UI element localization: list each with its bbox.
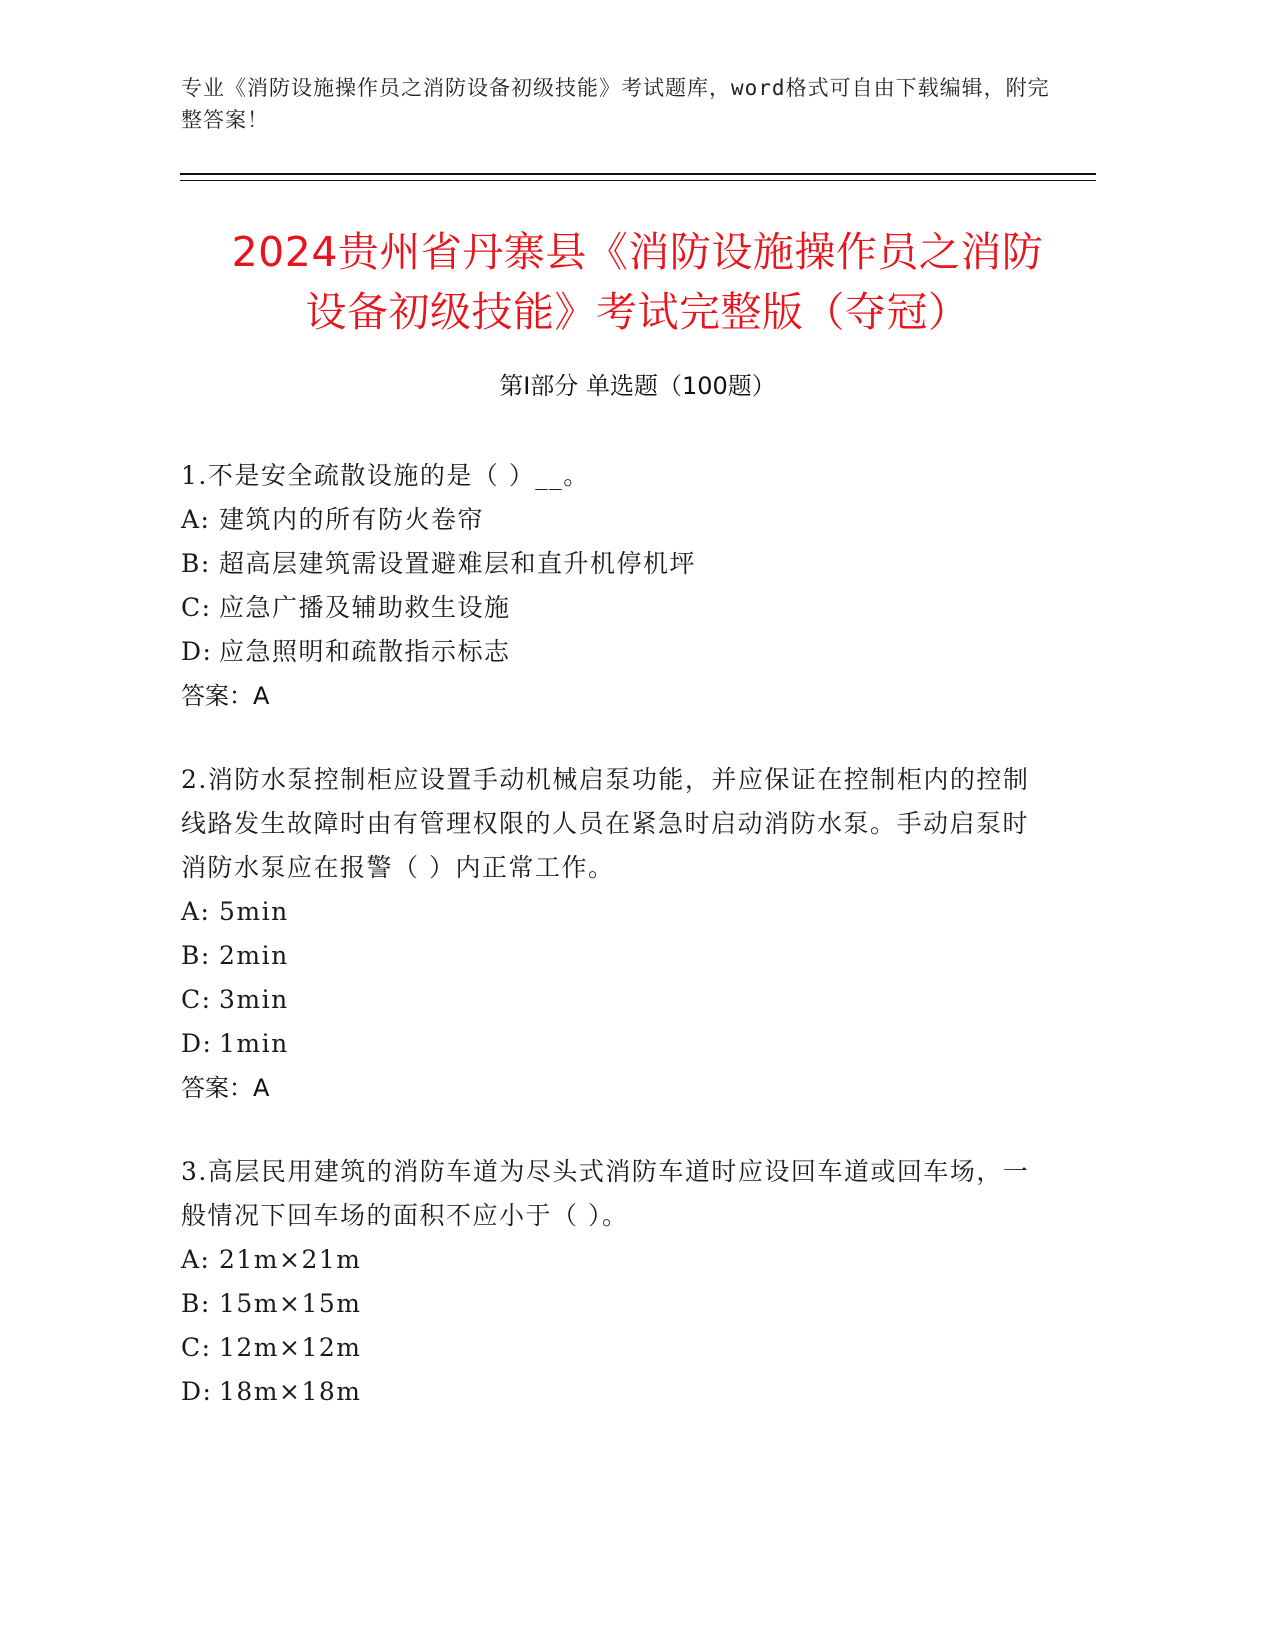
option-text: 15m×15m [219,1289,362,1318]
question-list [181,454,1031,1454]
option-text: 21m×21m [219,1245,362,1274]
answer-line: 答案：A [181,682,270,710]
question-stem: 2.消防水泵控制柜应设置手动机械启泵功能，并应保证在控制柜内的控制线路发生故障时由有管理权限的人员在紧急时启动消防水泵。手动启泵时消防水泵应在报警（ ）内正常工作。 [181,765,1030,882]
option-text: 18m×18m [219,1377,362,1406]
option-letter: C: [181,593,212,622]
option-letter: B: [181,549,211,578]
option-letter: D: [181,1377,213,1406]
option-b [181,1282,1031,1326]
option-c [181,978,1031,1022]
option-text: 建筑内的所有防火卷帘 [219,505,485,534]
option-d [181,1370,1031,1414]
option-letter: C: [181,985,212,1014]
option-a [181,890,1031,934]
option-letter: A: [181,1245,211,1274]
option-text: 2min [219,941,289,970]
option-letter: A: [181,505,211,534]
question-3 [181,1150,1031,1414]
question-stem: 3.高层民用建筑的消防车道为尽头式消防车道时应设回车道或回车场，一般情况下回车场的面积不应小于（ ）。 [181,1157,1030,1230]
option-c [181,1326,1031,1370]
option-b [181,542,1031,586]
document-title [150,222,1125,342]
option-letter: D: [181,637,213,666]
document-title-line-2: 设备初级技能》考试完整版（夺冠） [305,288,970,336]
question-2 [181,758,1031,1110]
option-text: 12m×12m [219,1333,362,1362]
header-rule-thin [180,180,1096,181]
option-letter: D: [181,1029,213,1058]
option-text: 3min [219,985,289,1014]
option-c [181,586,1031,630]
option-d [181,630,1031,674]
option-d [181,1022,1031,1066]
option-b [181,934,1031,978]
option-letter: B: [181,941,211,970]
answer-line: 答案：A [181,1074,270,1102]
option-text: 应急照明和疏散指示标志 [219,637,511,666]
document-title-line-1: 2024贵州省丹寨县《消防设施操作员之消防 [231,228,1044,276]
option-letter: B: [181,1289,211,1318]
question-stem: 1.不是安全疏散设施的是（ ）__。 [181,461,590,490]
option-text: 超高层建筑需设置避难层和直升机停机坪 [219,549,697,578]
option-a [181,1238,1031,1282]
option-a [181,498,1031,542]
option-letter: A: [181,897,211,926]
option-text: 1min [219,1029,289,1058]
option-text: 5min [219,897,289,926]
header-note: 专业《消防设施操作员之消防设备初级技能》考试题库，word格式可自由下载编辑，附完整答案！ [181,76,1050,132]
option-letter: C: [181,1333,212,1362]
option-text: 应急广播及辅助救生设施 [219,593,511,622]
section-title: 第Ⅰ部分 单选题（100题） [499,372,776,400]
question-1 [181,454,1031,718]
header-rule-thick [180,173,1096,175]
